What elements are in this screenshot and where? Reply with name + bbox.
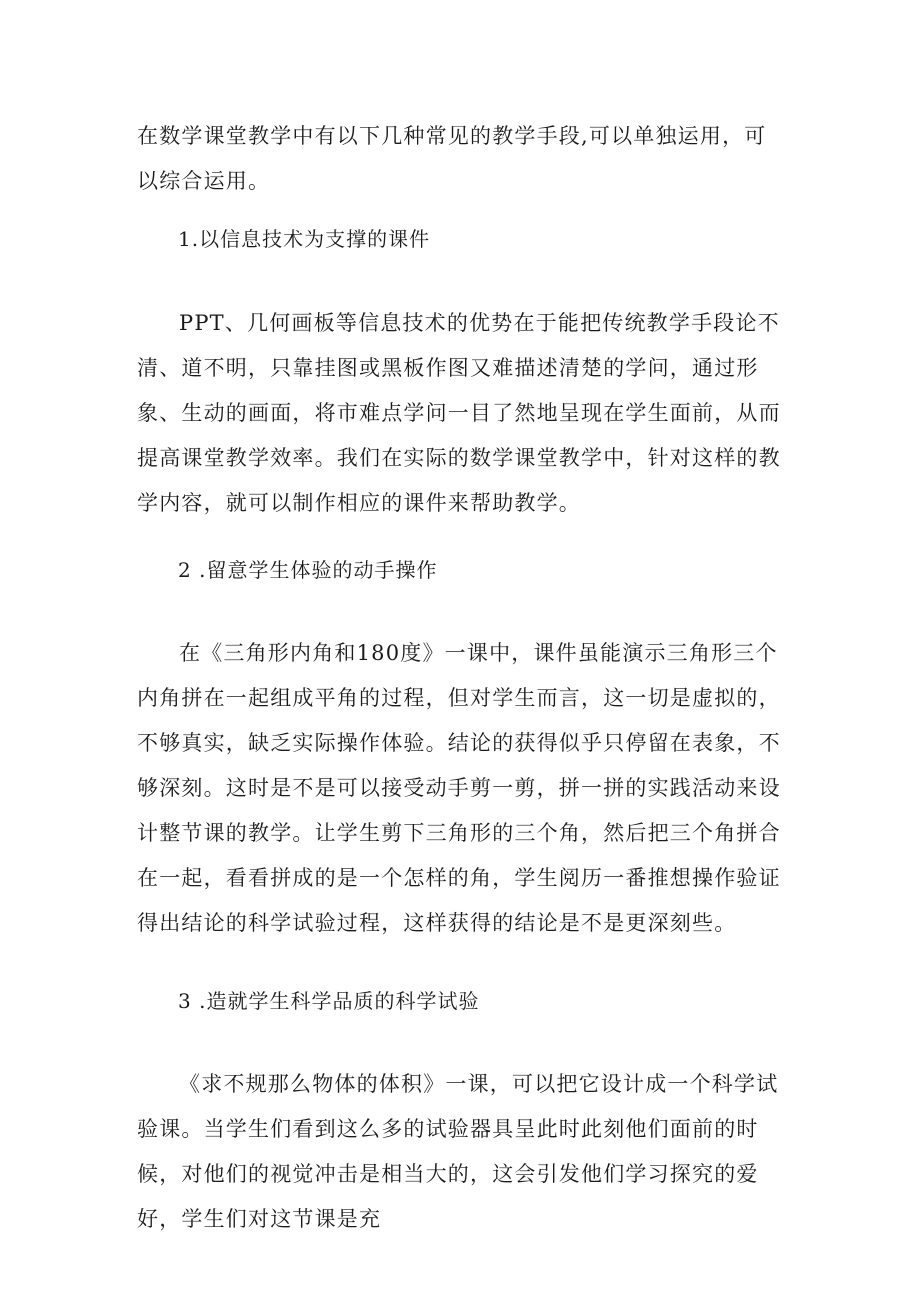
intro-paragraph: 在数学课堂教学中有以下几种常见的教学手段,可以单独运用，可以综合运用。: [137, 124, 767, 193]
section-3-body: 《求不规那么物体的体积》一课，可以把它设计成一个科学试验课。当学生们看到这么多的试验器具呈此时此刻他们面前的时候，对他们的视觉冲击是相当大的，这会引发他们学习探究的爱好，学生们对这节课是充: [137, 1072, 779, 1231]
section-3-heading: 3 .造就学生科学品质的科学试验: [178, 989, 480, 1013]
section-2-body: 在《三角形内角和180度》一课中，课件虽能演示三角形三个内角拼在一起组成平角的过程，但对学生而言，这一切是虚拟的，不够真实，缺乏实际操作体验。结论的获得似乎只停留在表象，不够深刻。这时是不是可以接受动手剪一剪，拼一拼的实践活动来设计整节课的教学。让学生剪下三角形的三个角，然后把三个角拼合在一起，看看拼成的是一个怎样的角，学生阅历一番推想操作验证得出结论的科学试验过程，这样获得的结论是不是更深刻些。: [137, 641, 781, 935]
section-1-body: PPT、几何画板等信息技术的优势在于能把传统教学手段论不清、道不明，只靠挂图或黑板作图又难描述清楚的学问，通过形象、生动的画面，将市难点学问一目了然地呈现在学生面前，从而提高课堂教学效率。我们在实际的数学课堂教学中，针对这样的教学内容，就可以制作相应的课件来帮助教学。: [137, 311, 781, 515]
section-1-heading: 1.以信息技术为支撑的课件: [178, 227, 431, 251]
section-2-heading: 2 .留意学生体验的动手操作: [178, 558, 438, 582]
